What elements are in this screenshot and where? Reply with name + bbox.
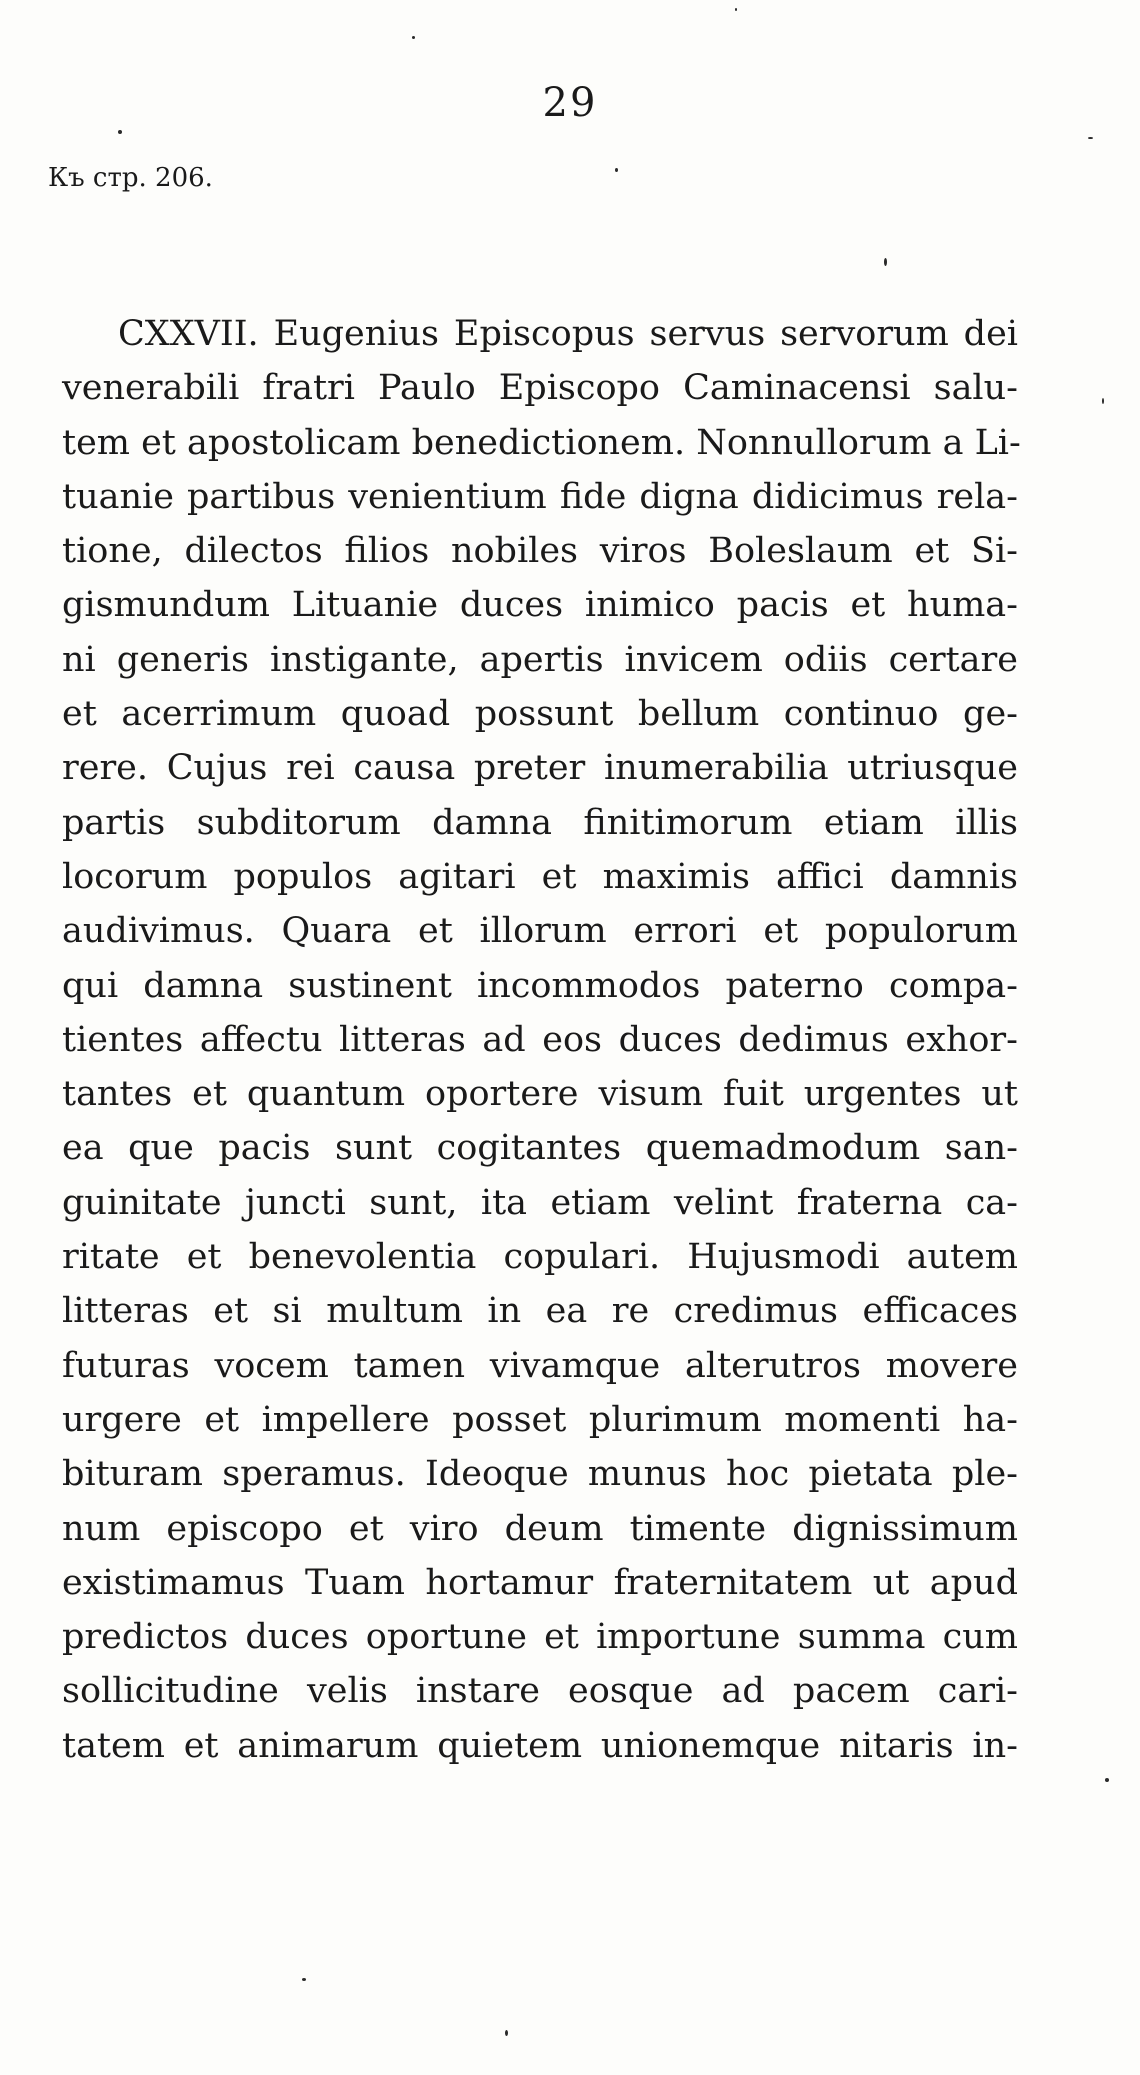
text-line: tatem et animarum quietem unionemque nitaris in- (62, 1725, 1018, 1766)
scan-speck (615, 168, 618, 172)
text-line: CXXVII. Eugenius Episcopus servus servorum dei (118, 314, 1018, 354)
text-line: tantes et quantum oportere visum fuit urgentes ut (62, 1074, 1018, 1115)
scan-speck (412, 36, 415, 39)
page-reference-note: Къ стр. 206. (48, 163, 213, 193)
scan-speck (118, 130, 122, 134)
scan-speck (1088, 137, 1093, 139)
scan-speck (735, 8, 737, 11)
text-line: venerabili fratri Paulo Episcopo Caminacensi salu- (62, 368, 1018, 409)
document-body (62, 307, 1021, 1773)
scan-speck (302, 1978, 306, 1981)
text-line: predictos duces oportune et importune summa cum (62, 1617, 1018, 1658)
text-line: ni generis instigante, apertis invicem odiis certare (62, 639, 1018, 680)
text-line: sollicitudine velis instare eosque ad pacem cari- (62, 1671, 1018, 1712)
text-line: gismundum Lituanie duces inimico pacis et huma- (62, 585, 1018, 626)
text-line: urgere et impellere posset plurimum momenti ha- (62, 1399, 1018, 1440)
text-line: tientes affectu litteras ad eos duces dedimus exhor- (62, 1019, 1018, 1060)
scan-speck (1105, 1778, 1109, 1782)
text-line: qui damna sustinent incommodos paterno compa- (62, 965, 1018, 1006)
text-line: tuanie partibus venientium fide digna didicimus rela- (62, 476, 1018, 517)
text-line: tione, dilectos filios nobiles viros Boleslaum et Si- (62, 531, 1018, 572)
text-line: ritate et benevolentia copulari. Hujusmodi autem (62, 1237, 1018, 1278)
scan-speck (884, 258, 887, 266)
text-line: futuras vocem tamen vivamque alterutros movere (62, 1345, 1018, 1386)
text-line: audivimus. Quara et illorum errori et populorum (62, 911, 1018, 952)
text-line: existimamus Tuam hortamur fraternitatem ut apud (62, 1562, 1018, 1603)
page-number: 29 (542, 80, 598, 126)
text-line: ea que pacis sunt cogitantes quemadmodum san- (62, 1128, 1018, 1169)
text-line: guinitate juncti sunt, ita etiam velint fraterna ca- (62, 1182, 1018, 1223)
scan-speck (505, 2030, 508, 2036)
scan-speck (1102, 398, 1104, 404)
text-line: bituram speramus. Ideoque munus hoc pietata ple- (62, 1454, 1018, 1495)
text-line: et acerrimum quoad possunt bellum continuo ge- (62, 694, 1018, 735)
text-line: partis subditorum damna finitimorum etiam illis (62, 802, 1018, 843)
text-line: locorum populos agitari et maximis affici damnis (62, 856, 1018, 897)
text-line: rere. Cujus rei causa preter inumerabilia utriusque (62, 748, 1018, 789)
text-line: tem et apostolicam benedictionem. Nonnullorum a Li- (62, 422, 1021, 463)
text-line: num episcopo et viro deum timente dignissimum (62, 1508, 1018, 1549)
text-line: litteras et si multum in ea re credimus efficaces (62, 1291, 1018, 1332)
